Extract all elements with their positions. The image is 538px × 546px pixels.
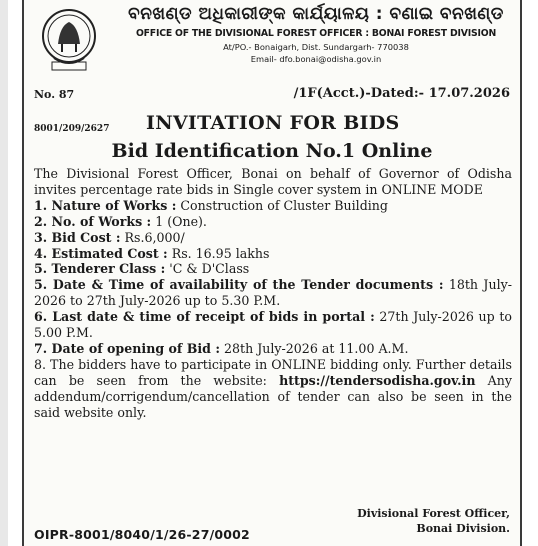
signature-block (357, 506, 510, 536)
item-value: Construction of Cluster Building (176, 197, 388, 213)
signatory-title: Divisional Forest Officer, (357, 507, 510, 520)
notice-title: INVITATION FOR BIDS (146, 112, 400, 134)
item-value: Rs. 16.95 lakhs (167, 245, 270, 261)
odia-office-title: ବନଖଣ୍ଡ ଅଧିକାରୀଙ୍କ କାର୍ଯ୍ୟାଳୟ : ବଣାଇ ବନଖଣ୍ଡ (128, 4, 504, 24)
item-value: 28th July-2026 at 11.00 A.M. (220, 340, 409, 356)
item-value: 27th July-2026 up to 5.00 P.M. (34, 309, 512, 341)
list-item (34, 230, 512, 246)
list-item (34, 277, 512, 309)
item-label: 4. Estimated Cost : (34, 245, 168, 261)
item-value: 1 (One). (151, 213, 207, 229)
item-label: 7. Date of opening of Bid : (34, 340, 221, 356)
list-item (34, 261, 512, 277)
note-text-after: Any addendum/corrigendum/cancellation of tender can also be seen in the said website only. (34, 372, 512, 420)
list-item (34, 246, 512, 262)
item-label: 5. Tenderer Class : (34, 261, 166, 277)
notice-body (34, 166, 512, 421)
note-paragraph (34, 357, 512, 421)
item-label: 2. No. of Works : (34, 213, 152, 229)
reference-date: /1F(Acct.)-Dated:- 17.07.2026 (293, 86, 510, 101)
list-item (34, 341, 512, 357)
office-email: Email- dfo.bonai@odisha.gov.in (250, 54, 382, 64)
odisha-emblem-icon (40, 6, 98, 76)
website-link[interactable]: https://tendersodisha.gov.in (279, 372, 476, 388)
office-address: At/PO.- Bonaigarh, Dist. Sundargarh- 770038 (223, 42, 409, 52)
page-edge (0, 0, 8, 546)
list-item (34, 309, 512, 341)
tender-notice (22, 0, 522, 546)
item-value: 'C & D'Class (165, 261, 250, 277)
reference-number: No. 87 (34, 88, 75, 101)
office-name: OFFICE OF THE DIVISIONAL FOREST OFFICER : BONAI FOREST DIVISION (135, 28, 497, 39)
item-value: Rs.6,000/ (120, 229, 185, 245)
bid-identification: Bid Identification No.1 Online (111, 140, 433, 162)
item-label: 1. Nature of Works : (34, 197, 177, 213)
item-value: 18th July-2026 to 27th July-2026 up to 5.30 P.M. (34, 277, 512, 309)
intro-paragraph: The Divisional Forest Officer, Bonai on behalf of Governor of Odisha invites percentage rate bids in Single cover system in ONLINE MODE (34, 166, 512, 197)
oipr-number: OIPR-8001/8040/1/26-27/0002 (34, 527, 250, 542)
item-label: 6. Last date & time of receipt of bids in portal : (34, 309, 375, 325)
list-item (34, 214, 512, 230)
signatory-division: Bonai Division. (416, 522, 510, 535)
notice-code: 8001/209/2627 (34, 124, 110, 134)
item-label: 3. Bid Cost : (34, 229, 121, 245)
list-item (34, 198, 512, 214)
note-text: 8. The bidders have to participate in ONLINE bidding only. Further details can be seen from the website: (34, 356, 512, 388)
item-label: 5. Date & Time of availability of the Tender documents : (34, 277, 444, 293)
